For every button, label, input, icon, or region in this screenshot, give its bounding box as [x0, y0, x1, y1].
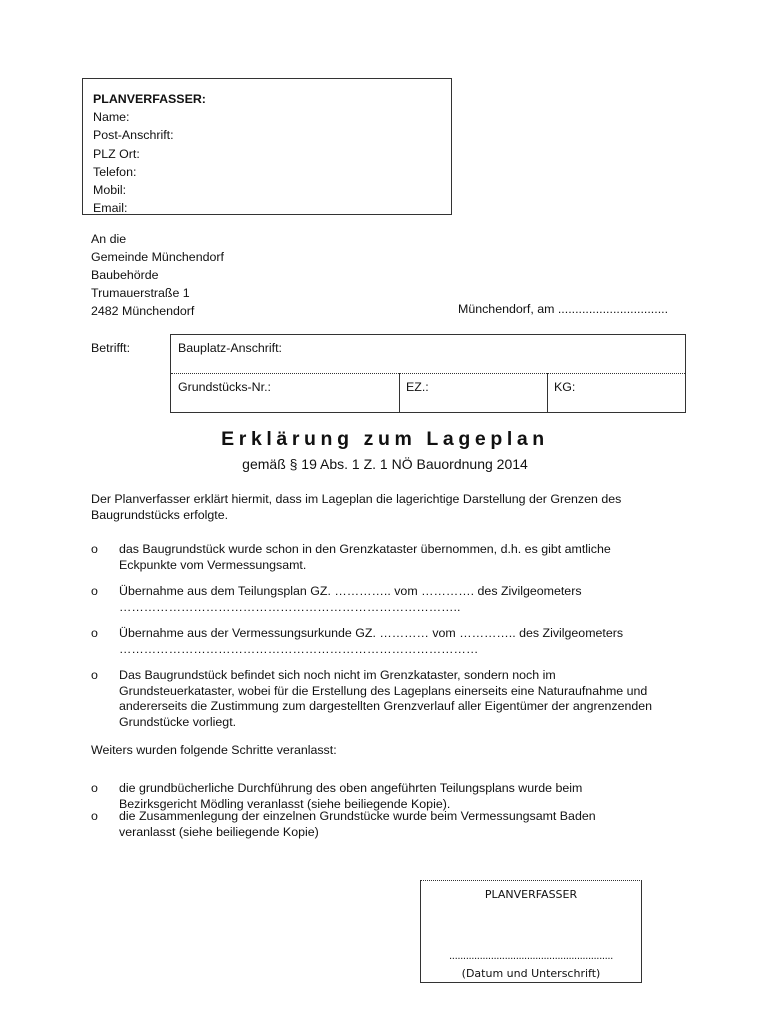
step-marker: o: [91, 809, 98, 823]
planverfasser-box: [82, 78, 452, 215]
step-line: Bezirksgericht Mödling veranlasst (siehe beiliegende Kopie).: [119, 796, 451, 811]
betrifft-label: Betrifft:: [91, 341, 131, 355]
step-line: veranlasst (siehe beiliegende Kopie): [119, 824, 319, 839]
option-line: Übernahme aus dem Teilungsplan GZ. ………….. vom …………. des Zivilgeometers: [119, 584, 582, 598]
signature-line: ...........................................................: [449, 951, 613, 962]
step-line: die grundbücherliche Durchführung des oben angeführten Teilungsplans wurde beim: [119, 781, 583, 795]
option-line: Grundsteuerkataster, wobei für die Erstellung des Lageplans einerseits eine Naturaufnahme und: [119, 683, 648, 698]
option-line: Grundstücke vorliegt.: [119, 714, 237, 729]
signature-box: [420, 880, 642, 983]
bauplatz-anschrift-label: Bauplatz-Anschrift:: [178, 341, 282, 355]
field-plz-ort: PLZ Ort:: [93, 146, 140, 161]
address-line: 2482 Münchendorf: [91, 304, 195, 318]
field-telefon: Telefon:: [93, 164, 137, 179]
option-marker: o: [91, 668, 98, 682]
option-marker: o: [91, 626, 98, 640]
step-marker: o: [91, 781, 98, 795]
option-text: [119, 668, 689, 730]
grundstuecks-nr-label: Grundstücks-Nr.:: [178, 380, 271, 394]
ez-label: EZ.:: [406, 380, 429, 394]
step-text: [119, 809, 689, 840]
field-mobil: Mobil:: [93, 183, 127, 198]
address-line: An die: [91, 232, 127, 246]
option-text: [119, 626, 689, 657]
option-line: Das Baugrundstück befindet sich noch nicht im Grenzkataster, sondern noch im: [119, 668, 556, 682]
recipient-address: [91, 230, 224, 320]
table-divider: [171, 373, 685, 374]
address-line: Gemeinde Münchendorf: [91, 250, 224, 264]
step-text: [119, 781, 689, 812]
option-line: Eckpunkte vom Vermessungsamt.: [119, 557, 307, 572]
option-marker: o: [91, 542, 98, 556]
table-divider: [399, 373, 400, 412]
option-marker: o: [91, 584, 98, 598]
option-line: andererseits die Zustimmung zum dargestellten Grenzverlauf aller Eigentümer der angrenzenden: [119, 699, 653, 713]
table-divider: [547, 373, 548, 412]
document-subtitle: gemäß § 19 Abs. 1 Z. 1 NÖ Bauordnung 2014: [242, 456, 528, 472]
kg-label: KG:: [554, 380, 576, 394]
option-text: [119, 584, 689, 615]
field-name: Name:: [93, 110, 130, 125]
option-line: ……………………………………………………………………………: [119, 641, 479, 656]
option-line: Übernahme aus der Vermessungsurkunde GZ. ………… vom ………….. des Zivilgeometers: [119, 626, 624, 640]
intro-paragraph: Der Planverfasser erklärt hiermit, dass im Lageplan die lagerichtige Darstellung der Grenzen des Baugrundstücks erfolgte.: [91, 492, 622, 522]
document-title: Erklärung zum Lageplan: [221, 428, 549, 450]
place-date: Münchendorf, am ................................: [458, 302, 669, 316]
step-line: die Zusammenlegung der einzelnen Grundstücke wurde beim Vermessungsamt Baden: [119, 809, 596, 823]
option-text: [119, 542, 689, 573]
option-line: das Baugrundstück wurde schon in den Grenzkataster übernommen, d.h. es gibt amtliche: [119, 542, 611, 556]
signature-caption: (Datum und Unterschrift): [461, 967, 601, 980]
address-line: Baubehörde: [91, 268, 159, 282]
option-line: ………………………………………………………………………..: [119, 599, 461, 614]
field-post-anschrift: Post-Anschrift:: [93, 128, 174, 143]
address-line: Trumauerstraße 1: [91, 286, 190, 300]
planverfasser-heading: PLANVERFASSER:: [93, 92, 206, 106]
property-table: [170, 334, 686, 413]
signature-heading: PLANVERFASSER: [484, 888, 578, 901]
steps-intro: Weiters wurden folgende Schritte veranlasst:: [91, 743, 337, 757]
field-email: Email:: [93, 201, 128, 216]
